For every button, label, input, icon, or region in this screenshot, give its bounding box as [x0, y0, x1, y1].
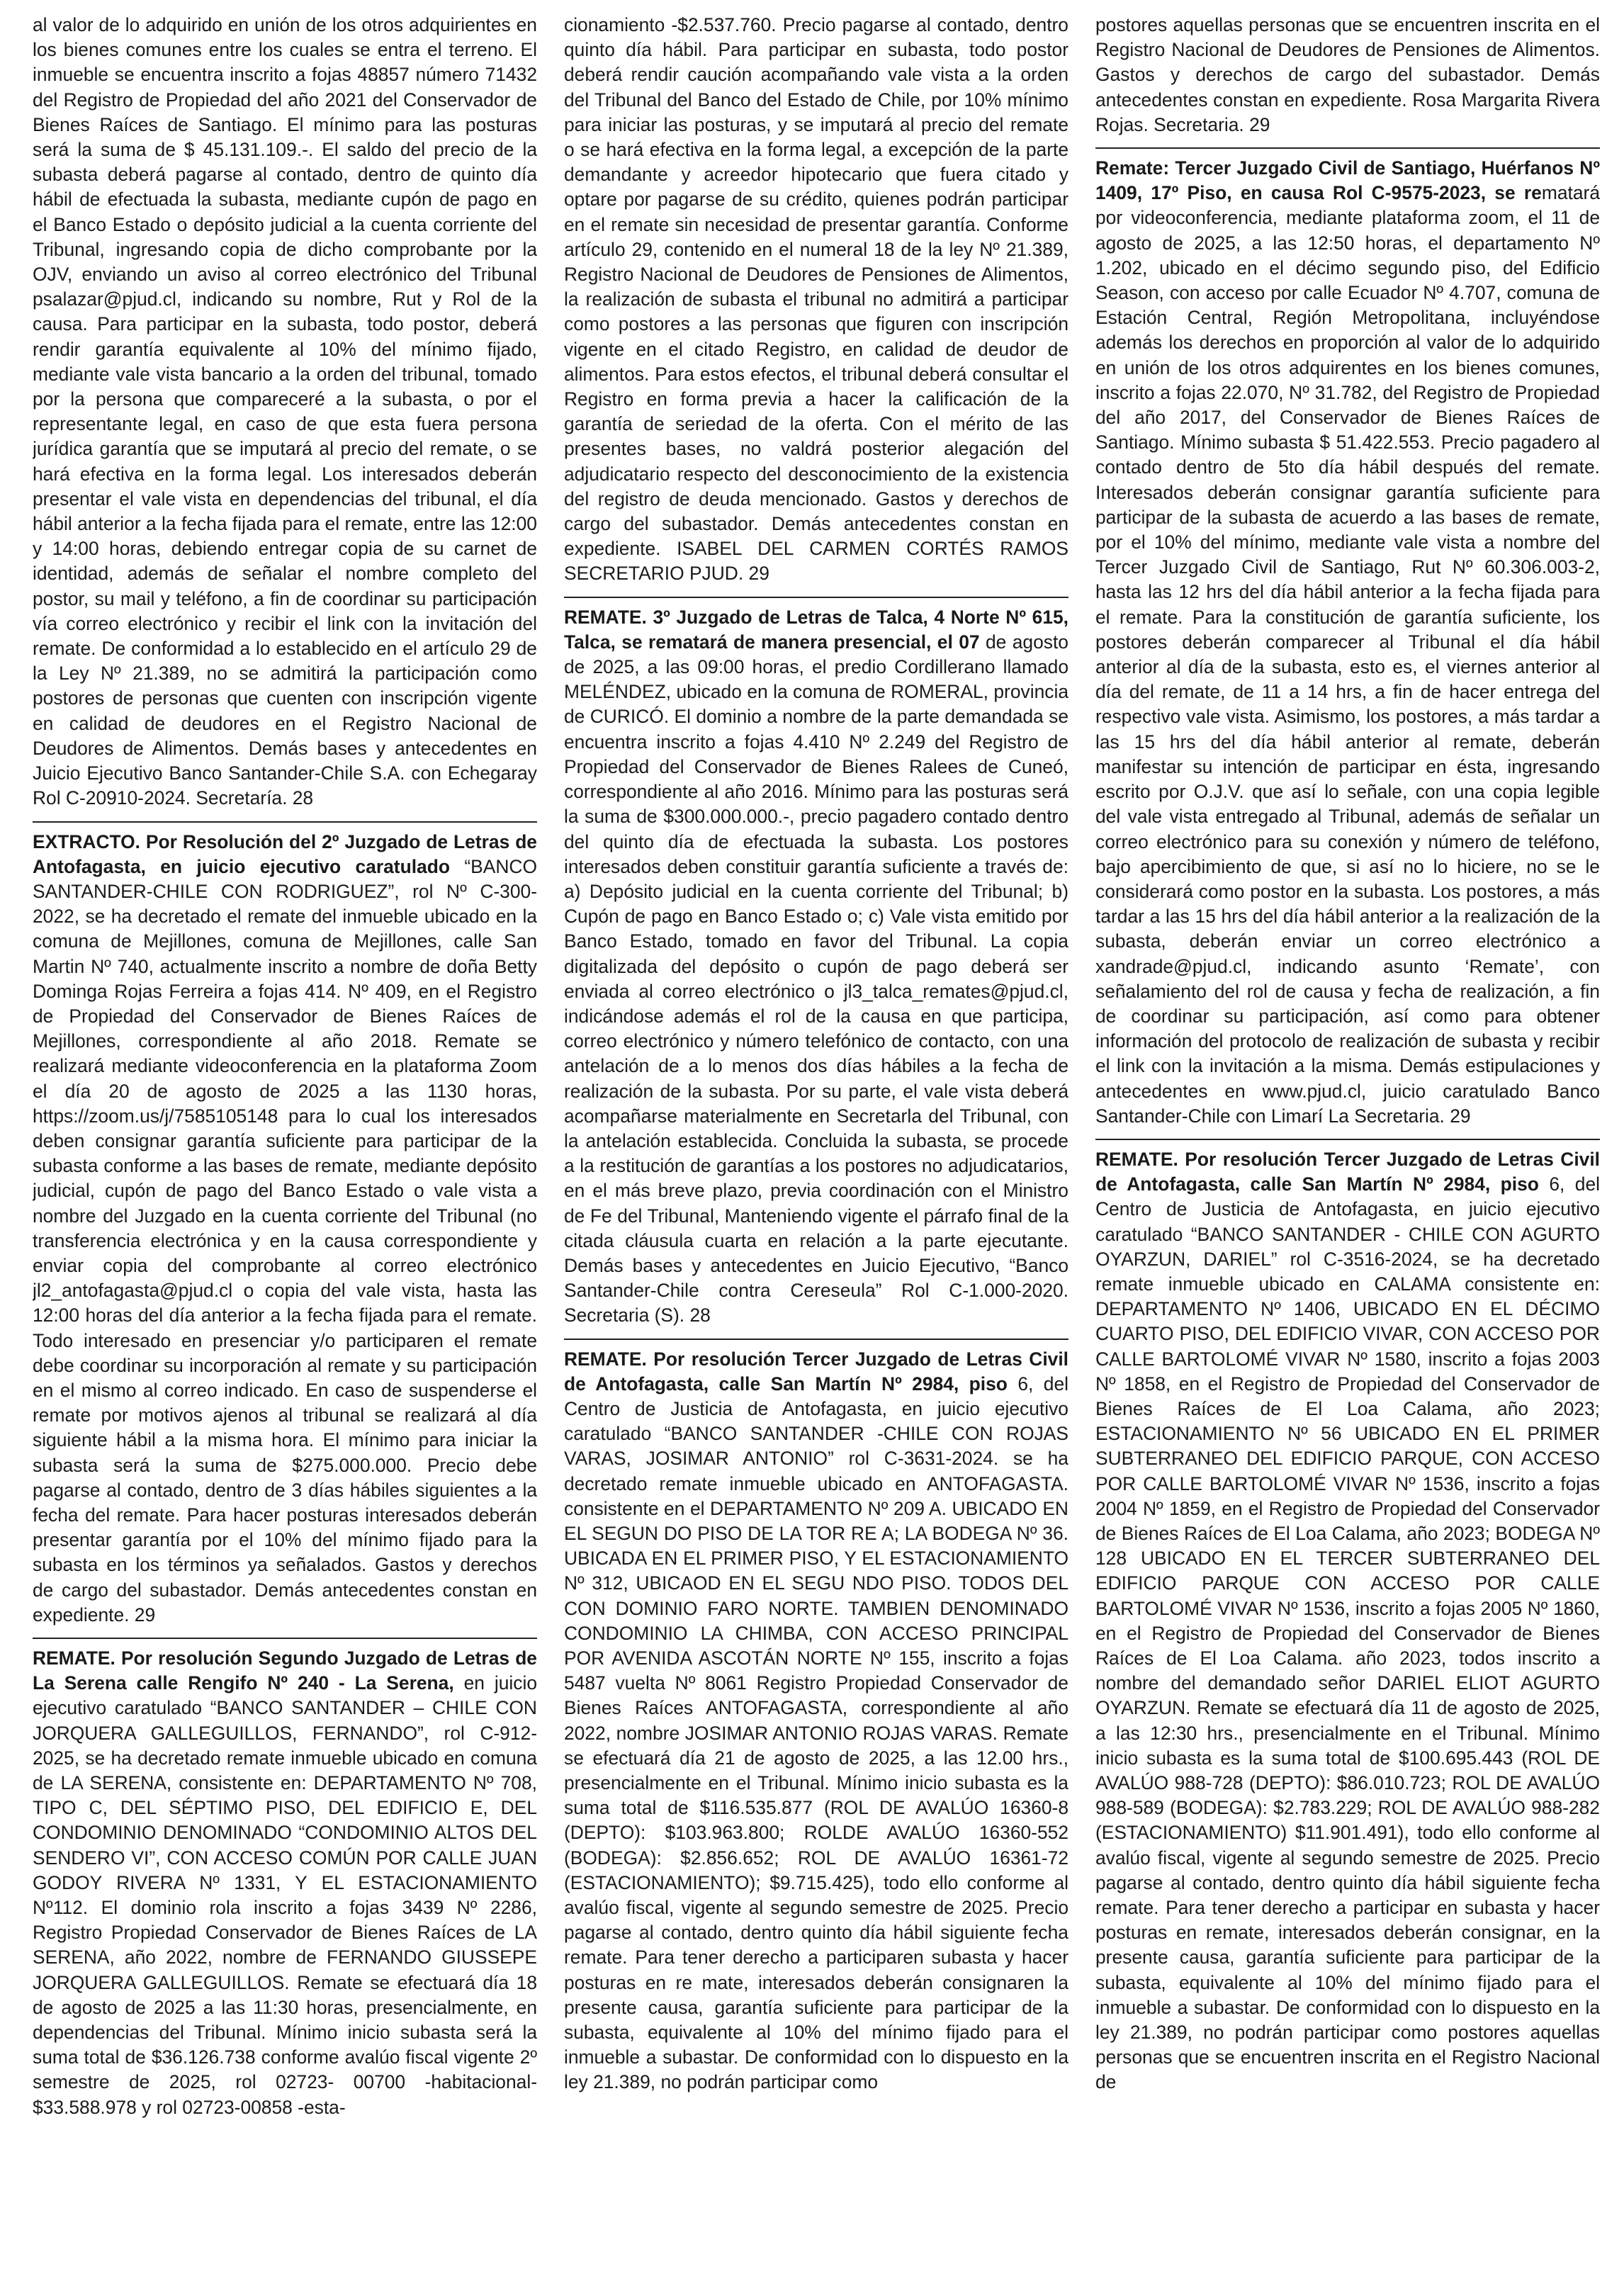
notice-heading: EXTRACTO. Por Resolución del 2º Juzgado de Letras de Antofagasta, en juicio ejecutivo caratulado: [33, 830, 537, 877]
column-2: [564, 13, 1068, 2276]
notice-divider: [33, 821, 537, 823]
notice-body: de agosto de 2025, a las 09:00 horas, el predio Cordillerano llamado MELÉNDEZ, ubicado en la comuna de ROMERAL, provincia de CURICÓ. El dominio a nombre de la parte demandada se encuentra inscrito a fojas 4.410 Nº 2.249 del Registro de Propiedad del Conservador de Bienes Ralees de Cuneó, correspondiente al año 2016. Mínimo para las posturas será la suma de $300.000.000.-, precio pagadero contado dentro del quinto día de efectuada la subasta. Los postores interesados deben constituir garantía suficiente a través de: a) Depósito judicial en la cuenta corriente del Tribunal; b) Cupón de pago en Banco Estado o; c) Vale vista emitido por Banco Estado, tomado en favor del Tribunal. La copia digitalizada del depósito o cupón de pago deberá ser enviada al correo electrónico o jl3_talca_remates@pjud.cl, indicándose además el rol de la causa en que participa, correo electrónico y número telefónico de contacto, con una antelación de a lo menos dos días hábiles a la fecha de realización de la subasta. Por su parte, el vale vista deberá acompañarse materialmente en Secretarla del Tribunal, con la antelación establecida. Concluida la subasta, se procede a la restitución de garantías a los postores no adjudicatarios, en el más breve plazo, previa coordinación con el Ministro de Fe del Tribunal, Manteniendo vigente el párrafo final de la citada cláusula cuarta en relación a la parte ejecutante. Demás bases y antecedentes en Juicio Ejecutivo, “Banco Santander-Chile contra Cereseula” Rol C-1.000-2020. Secretaria (S). 28: [564, 631, 1068, 1326]
notice-body: 6, del Centro de Justicia de Antofagasta, en juicio ejecutivo caratulado “BANCO SANTANDER -CHILE CON ROJAS VARAS, JOSIMAR ANTONIO” rol C-3631-2024. se ha decretado remate inmueble ubicado en ANTOFAGASTA. consistente en el DEPARTAMENTO Nº 209 A. UBICADO EN EL SEGUN DO PISO DE LA TOR RE A; LA BODEGA Nº 36. UBICADA EN EL PRIMER PISO, Y EL ESTACIONAMIENTO Nº 312, UBICAOD EN EL SEGU NDO PISO. TODOS DEL CON DOMINIO FARO NORTE. TAMBIEN DENOMINADO CONDOMINIO LA CHIMBA, CON ACCESO PRINCIPAL POR AVENIDA ASCOTÁN NORTE Nº 155, inscrito a fojas 5487 vuelta Nº 8061 Registro Propiedad Conservador de Bienes Raíces ANTOFAGASTA, correspondiente al año 2022, nombre JOSIMAR ANTONIO ROJAS VARAS. Remate se efectuará día 21 de agosto de 2025, a las 12.00 hrs., presencialmente en el Tribunal. Mínimo inicio subasta es la suma total de $116.535.877 (ROL DE AVALÚO 16360-8 (DEPTO): $103.963.800; ROLDE AVALÚO 16360-552 (BODEGA): $2.856.652; ROL DE AVALÚO 16361-72 (ESTACIONAMIENTO); $9.715.425), todo ello conforme al avalúo fiscal, vigente al segundo semestre de 2025. Precio pagarse al contado, dentro quinto día hábil siguiente fecha remate. Para tener derecho a participaren subasta y hacer posturas en re mate, interesados deberán consignaren la presente causa, garantía suficiente para participar de la subasta, equivalente al 10% del mínimo fijado para el inmueble a subastar. De conformidad con lo dispuesto en la ley 21.389, no podrán participar como: [564, 1373, 1068, 2093]
notice-heading: REMATE. Por resolución Tercer Juzgado de Letras Civil de Antofagasta, calle San Martín Nº 2984, piso: [564, 1348, 1068, 1395]
notice-heading: Remate: Tercer Juzgado Civil de Santiago, Huérfanos Nº 1409, 17º Piso, en causa Rol C-9575-2023, se re: [1095, 157, 1600, 204]
notice-body: en juicio ejecutivo caratulado “BANCO SANTANDER – CHILE CON JORQUERA GALLEGUILLOS, FERNANDO”, rol C-912-2025, se ha decretado remate inmueble ubicado en comuna de LA SERENA, consistente en: DEPARTAMENTO Nº 708, TIPO C, DEL SÉPTIMO PISO, DEL EDIFICIO E, DEL CONDOMINIO DENOMINADO “CONDOMINIO ALTOS DEL SENDERO VI”, CON ACCESO COMÚN POR CALLE JUAN GODOY RIVERA Nº 1331, Y EL ESTACIONAMIENTO Nº112. El dominio rola inscrito a fojas 3439 Nº 2286, Registro Propiedad Conservador de Bienes Raíces de LA SERENA, año 2022, nombre de FERNANDO GIUSSEPE JORQUERA GALLEGUILLOS. Remate se efectuará día 18 de agosto de 2025 a las 11:30 horas, presencialmente, en dependencias del Tribunal. Mínimo inicio subasta será la suma total de $36.126.738 conforme avalúo fiscal vigente 2º semestre de 2025, rol 02723- 00700 -habitacional- $33.588.978 y rol 02723-00858 -esta-: [33, 1672, 537, 2118]
notice-heading: REMATE. Por resolución Segundo Juzgado de Letras de La Serena calle Rengifo Nº 240 - La Serena,: [33, 1647, 537, 1694]
notice-body: 6, del Centro de Justicia de Antofagasta, en juicio ejecutivo caratulado “BANCO SANTANDER - CHILE CON AGURTO OYARZUN, DARIEL” rol C-3516-2024, se ha decretado remate inmueble ubicado en CALAMA consistente en: DEPARTAMENTO Nº 1406, UBICADO EN EL DÉCIMO CUARTO PISO, DEL EDIFICIO VIVAR, CON ACCESO POR CALLE BARTOLOMÉ VIVAR Nº 1580, inscrito a fojas 2003 Nº 1858, en el Registro de Propiedad del Conservador de Bienes Raíces de El Loa Calama, año 2023; ESTACIONAMIENTO Nº 56 UBICADO EN EL PRIMER SUBTERRANEO DEL EDIFICIO PARQUE, CON ACCESO POR CALLE BARTOLOMÉ VIVAR Nº 1536, inscrito a fojas 2004 Nº 1859, en el Registro de Propiedad del Conservador de Bienes Raíces de El Loa Calama, año 2023; BODEGA Nº 128 UBICADO EN EL TERCER SUBTERRANEO DEL EDIFICIO PARQUE CON ACCESO POR CALLE BARTOLOMÉ VIVAR Nº 1536, inscrito a fojas 2005 Nº 1860, en el Registro de Propiedad del Conservador de Bienes Raíces de El Loa Calama. año 2023, todos inscrito a nombre del demandado señor DARIEL ELIOT AGURTO OYARZUN. Remate se efectuará día 11 de agosto de 2025, a las 12:30 hrs., presencialmente en el Tribunal. Mínimo inicio subasta es la suma total de $100.695.443 (ROL DE AVALÚO 988-728 (DEPTO): $86.010.723; ROL DE AVALÚO 988-589 (BODEGA): $2.783.229; ROL DE AVALÚO 988-282 (ESTACIONAMIENTO) $11.901.491), todo ello conforme al avalúo fiscal, vigente al segundo semestre de 2025. Precio pagarse al contado, dentro quinto día hábil siguiente fecha remate. Para tener derecho a participar en subasta y hacer posturas en remate, interesados deberán consignar, en la presente causa, garantía suficiente para participar de la subasta, equivalente al 10% del mínimo fijado para el inmueble a subastar. De conformidad con lo dispuesto en la ley 21.389, no podrán participar como postores aquellas personas que se encuentren inscrita en el Registro Nacional de: [1095, 1173, 1600, 2093]
notice-extracto-antofagasta: [33, 830, 537, 1628]
notice-continuation: [1095, 13, 1600, 137]
column-3: [1095, 13, 1600, 2276]
notice-remate-antofagasta-rojas: [564, 1347, 1068, 2095]
notice-heading: REMATE. 3º Juzgado de Letras de Talca, 4 Norte Nº 615, Talca, se rematará de manera presencial, el 07: [564, 606, 1068, 653]
notice-body: matará por videoconferencia, mediante plataforma zoom, el 11 de agosto de 2025, a las 12:50 horas, el departamento Nº 1.202, ubicado en el décimo segundo piso, del Edificio Season, con acceso por calle Ecuador Nº 4.707, comuna de Estación Central, Región Metropolitana, incluyéndose además los derechos en proporción al valor de lo adquirido en unión de los otros adquirentes en los bienes comunes, inscrito a fojas 22.070, Nº 31.782, del Registro de Propiedad del año 2017, del Conservador de Bienes Raíces de Santiago. Mínimo subasta $ 51.422.553. Precio pagadero al contado dentro de 5to día hábil después del remate. Interesados deberán consignar garantía suficiente para participar de la subasta de acuerdo a las bases de remate, por el 10% del mínimo, mediante vale vista a nombre del Tercer Juzgado Civil de Santiago, Rut Nº 60.306.003-2, hasta las 12 hrs del día hábil anterior a la fecha fijada para el remate. Para la constitución de garantía suficiente, los postores deberán comparecer al Tribunal el día hábil anterior al día de la subasta, esto es, el viernes anterior al día del remate, de 11 a 14 hrs, a fin de hacer entrega del respectivo vale vista. Asimismo, los postores, a más tardar a las 15 hrs del día hábil anterior al remate, deberán manifestar su intención de participar en ésta, ingresando escrito por O.J.V. que así lo señale, con una copia legible del vale vista entregado al Tribunal, además de señalar un correo electrónico para su conexión y número de teléfono, bajo apercibimiento de que, si así no lo hiciere, no se le considerará como postor en la subasta. Los postores, a más tardar a las 15 hrs del día hábil anterior a la realización de la subasta, deberán enviar un correo electrónico a xandrade@pjud.cl, indicando asunto ‘Remate’, con señalamiento del rol de causa y fecha de realización, a fin de coordinar su participación, así como para obtener información del protocolo de realización de subasta y recibir el link con la invitación a la misma. Demás estipulaciones y antecedentes en www.pjud.cl, juicio caratulado Banco Santander-Chile con Limarí La Secretaria. 29: [1095, 182, 1600, 1127]
notice-remate-antofagasta-agurto: [1095, 1147, 1600, 2095]
notice-remate-santiago: [1095, 156, 1600, 1129]
notice-divider: [564, 1339, 1068, 1340]
notice-continuation: [33, 13, 537, 811]
notice-remate-la-serena: [33, 1646, 537, 2120]
notice-continuation: [564, 13, 1068, 587]
notice-divider: [1095, 1139, 1600, 1140]
notice-heading: REMATE. Por resolución Tercer Juzgado de Letras Civil de Antofagasta, calle San Martín Nº 2984, piso: [1095, 1148, 1600, 1195]
notice-body: postores aquellas personas que se encuentren inscrita en el Registro Nacional de Deudores de Pensiones de Alimentos. Gastos y derechos de cargo del subastador. Demás antecedentes constan en expediente. Rosa Margarita Rivera Rojas. Secretaria. 29: [1095, 14, 1600, 135]
notice-divider: [1095, 147, 1600, 149]
notice-remate-talca: [564, 605, 1068, 1329]
notice-body: al valor de lo adquirido en unión de los otros adquirientes en los bienes comunes entre los cuales se entra el terreno. El inmueble se encuentra inscrito a fojas 48857 número 71432 del Registro de Propiedad del año 2021 del Conservador de Bienes Raíces de Santiago. El mínimo para las posturas será la suma de $ 45.131.109.-. El saldo del precio de la subasta deberá pagarse al contado, dentro de quinto día hábil de efectuada la subasta, mediante cupón de pago en el Banco Estado o depósito judicial a la cuenta corriente del Tribunal, ingresando copia de dicho comprobante por la OJV, enviando un aviso al correo electrónico del Tribunal psalazar@pjud.cl, indicando su nombre, Rut y Rol de la causa. Para participar en la subasta, todo postor, deberá rendir garantía equivalente al 10% del mínimo fijado, mediante vale vista bancario a la orden del tribunal, tomado por la persona que compareceré a la subasta, o por el representante legal, en caso de que esta fuera persona jurídica garantía que se imputará al precio del remate, o se hará efectiva en la forma legal. Los interesados deberán presentar el vale vista en dependencias del tribunal, el día hábil anterior a la fecha fijada para el remate, entre las 12:00 y 14:00 horas, debiendo entregar copia de su carnet de identidad, además de señalar el nombre completo del postor, su mail y teléfono, a fin de coordinar su participación vía correo electrónico y recibir el link con la invitación del remate. De conformidad a lo establecido en el artículo 29 de la Ley Nº 21.389, no se admitirá la participación como postores de personas que cuenten con inscripción vigente en calidad de deudores en el Registro Nacional de Deudores de Alimentos. Demás bases y antecedentes en Juicio Ejecutivo Banco Santander-Chile S.A. con Echegaray Rol C-20910-2024. Secretaría. 28: [33, 14, 537, 809]
notice-body: cionamiento -$2.537.760. Precio pagarse al contado, dentro quinto día hábil. Para participar en subasta, todo postor deberá rendir caución acompañando vale vista a la orden del Tribunal del Banco del Estado de Chile, por 10% mínimo para iniciar las posturas, y se imputará al precio del remate o se hará efectiva en la forma legal, a excepción de la parte demandante y acreedor hipotecario que fuera citado y optare por pagarse de su crédito, quienes podrán participar en el remate sin necesidad de presentar garantía. Conforme artículo 29, contenido en el numeral 18 de la ley Nº 21.389, Registro Nacional de Deudores de Pensiones de Alimentos, la realización de subasta el tribunal no admitirá a participar como postores a las personas que figuren con inscripción vigente en el citado Registro, en calidad de deudor de alimentos. Para estos efectos, el tribunal deberá consultar el Registro en forma previa a hacer la calificación de la garantía de seriedad de la oferta. Con el mérito de las presentes bases, no valdrá posterior alegación del adjudicatario respecto del desconocimiento de la existencia del registro de deuda mencionado. Gastos y derechos de cargo del subastador. Demás antecedentes constan en expediente. ISABEL DEL CARMEN CORTÉS RAMOS SECRETARIO PJUD. 29: [564, 14, 1068, 585]
column-1: [33, 13, 537, 2276]
notice-divider: [564, 597, 1068, 598]
notice-divider: [33, 1638, 537, 1639]
notice-body: “BANCO SANTANDER-CHILE CON RODRIGUEZ”, rol Nº C-300-2022, se ha decretado el remate del inmueble ubicado en la comuna de Mejillones, comuna de Mejillones, calle San Martin Nº 740, actualmente inscrito a nombre de doña Betty Dominga Rojas Ferreira a fojas 414. Nº 409, en el Registro de Propiedad del Conservador de Bienes Raíces de Mejillones, correspondiente al año 2018. Remate se realizará mediante videoconferencia en la plataforma Zoom el día 20 de agosto de 2025 a las 1130 horas, https://zoom.us/j/7585105148 para lo cual los interesados deben consignar garantía suficiente para participar de la subasta conforme a las bases de remate, mediante depósito judicial, cupón de pago del Banco Estado o vale vista a nombre del Juzgado en la cuenta corriente del Tribunal (no transferencia electrónica y en la causa correspondiente y enviar copia del comprobante al correo electrónico jl2_antofagasta@pjud.cl o copia del vale vista, hasta las 12:00 horas del día anterior a la fecha fijada para el remate. Todo interesado en presenciar y/o participaren el remate debe coordinar su incorporación al remate y su participación en el mismo al correo indicado. En caso de suspenderse el remate por motivos ajenos al tribunal se realizará al día siguiente hábil a la misma hora. El mínimo para iniciar la subasta será la suma de $275.000.000. Precio debe pagarse al contado, dentro de 3 días hábiles siguientes a la fecha del remate. Para hacer posturas interesados deberán presentar garantía por el 10% del mínimo fijado para la subasta en los términos ya señalados. Gastos y derechos de cargo del subastador. Demás antecedentes constan en expediente. 29: [33, 855, 537, 1626]
